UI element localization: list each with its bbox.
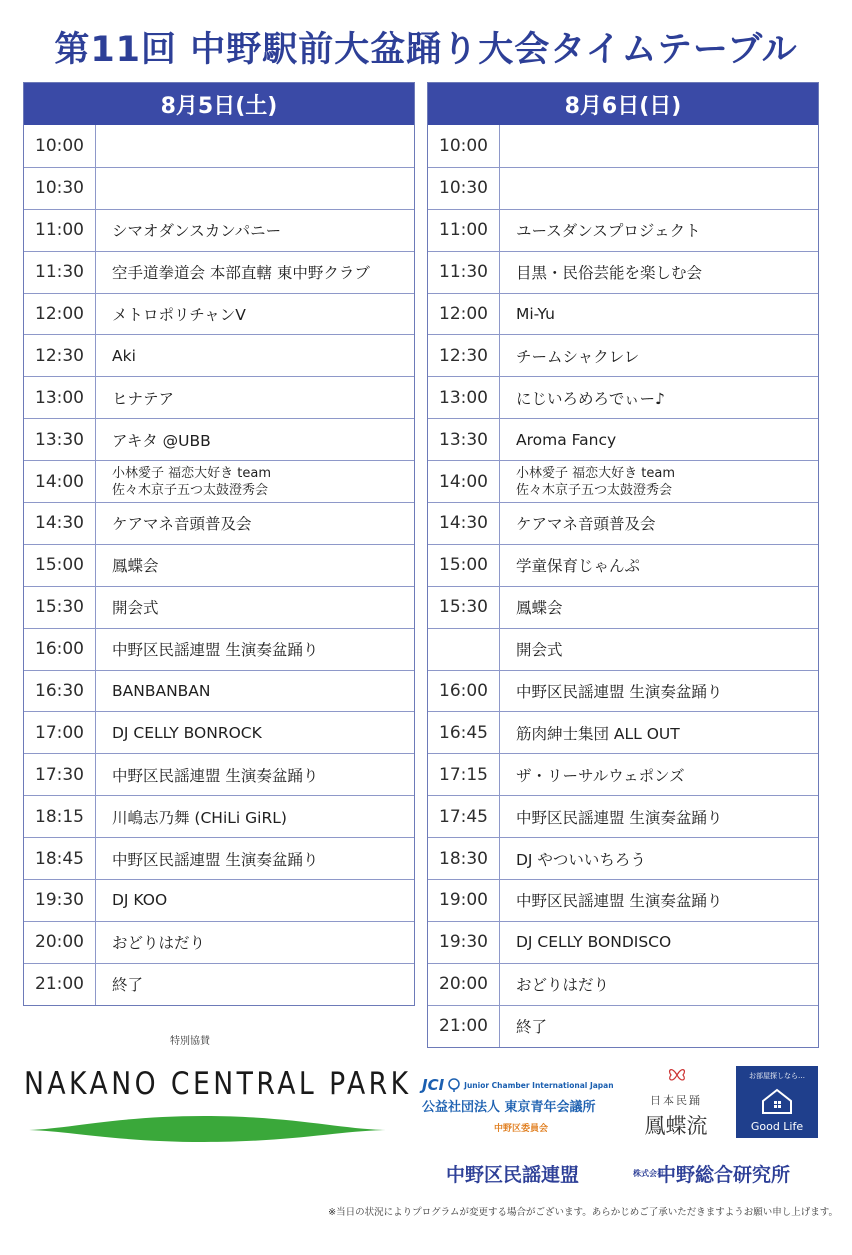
jci-japanese-name: 公益社団法人 東京青年会議所	[422, 1100, 596, 1115]
performer-cell: Aroma Fancy	[516, 430, 617, 449]
time-cell: 21:00	[24, 964, 96, 1005]
time-cell	[428, 629, 500, 670]
table-row	[428, 837, 818, 879]
table-row	[24, 795, 414, 837]
performer-cell: ヒナテア	[112, 389, 175, 408]
time-cell: 17:15	[428, 754, 500, 795]
performer-cell: メトロポリチャンV	[112, 306, 246, 324]
table-row	[24, 418, 414, 460]
time-cell: 14:00	[428, 461, 500, 502]
time-cell: 18:45	[24, 838, 96, 879]
table-row	[428, 334, 818, 376]
jci-english-name: Junior Chamber International Japan	[464, 1080, 614, 1090]
performer-cell: ケアマネ音頭普及会	[112, 515, 252, 534]
time-cell: 16:00	[24, 629, 96, 670]
special-sponsor-label: 特別協賛	[170, 1036, 210, 1047]
performer-cell: DJ KOO	[112, 891, 168, 910]
table-row	[24, 125, 414, 167]
table-row	[428, 711, 818, 753]
good-life-tagline: お部屋探しなら…	[749, 1072, 805, 1080]
time-cell: 11:30	[428, 252, 500, 293]
performer-line: 小林愛子 福恋大好き team	[516, 465, 675, 481]
performer-cell: 鳳蝶会	[112, 557, 159, 576]
time-cell: 10:30	[24, 168, 96, 209]
company-name: 中野総合研究所	[657, 1164, 791, 1186]
time-cell: 10:30	[428, 168, 500, 209]
performer-cell: 中野区民謡連盟 生演奏盆踊り	[516, 683, 723, 702]
time-cell: 17:45	[428, 796, 500, 837]
table-row	[24, 502, 414, 544]
table-row	[428, 502, 818, 544]
performer-cell: ケアマネ音頭普及会	[516, 515, 656, 534]
performer-cell: 学童保育じゃんぷ	[516, 557, 641, 576]
nakano-minyo-renmei-logo: 中野区民謡連盟	[446, 1164, 580, 1186]
performer-cell	[500, 461, 818, 502]
table-row	[24, 293, 414, 335]
time-cell: 14:30	[428, 503, 500, 544]
table-row	[24, 209, 414, 251]
performer-cell: おどりはだり	[516, 976, 610, 995]
table-row	[24, 334, 414, 376]
table-row	[24, 544, 414, 586]
performer-cell	[96, 168, 414, 209]
table-row	[24, 376, 414, 418]
table-row	[428, 628, 818, 670]
performer-cell: シマオダンスカンパニー	[112, 222, 282, 241]
performer-cell	[500, 168, 818, 209]
performer-cell: 鳳蝶会	[516, 599, 563, 618]
time-cell: 15:00	[24, 545, 96, 586]
nakano-central-park-logo	[24, 1066, 412, 1146]
houchou-ryu-logo	[630, 1064, 722, 1144]
table-row	[24, 753, 414, 795]
jci-mark: JCI	[422, 1076, 445, 1094]
house-icon	[760, 1088, 794, 1114]
table-row	[24, 670, 414, 712]
performer-cell: 中野区民謡連盟 生演奏盆踊り	[112, 850, 319, 869]
performer-cell: チームシャクレレ	[516, 347, 640, 366]
time-cell: 15:00	[428, 545, 500, 586]
performer-cell: 終了	[112, 976, 144, 995]
jci-committee: 中野区委員会	[493, 1124, 548, 1134]
table-row	[24, 251, 414, 293]
time-cell: 14:00	[24, 461, 96, 502]
timetable-day-2	[427, 82, 819, 1048]
table-row	[428, 963, 818, 1005]
table-row	[428, 921, 818, 963]
performer-cell: 空手道拳道会 本部直轄 東中野クラブ	[112, 264, 370, 283]
good-life-logo	[736, 1066, 818, 1138]
table-row	[24, 586, 414, 628]
performer-cell: 中野区民謡連盟 生演奏盆踊り	[112, 766, 319, 785]
time-cell: 19:30	[24, 880, 96, 921]
time-cell: 16:45	[428, 712, 500, 753]
time-cell: 11:30	[24, 252, 96, 293]
jci-tokyo-logo	[422, 1076, 620, 1134]
nakano-sogo-kenkyusho-logo	[633, 1160, 790, 1187]
time-cell: 19:00	[428, 880, 500, 921]
table-row	[24, 879, 414, 921]
time-cell: 11:00	[24, 210, 96, 251]
performer-cell: DJ やついいちろう	[516, 850, 646, 869]
houchou-subtitle: 日本民踊	[650, 1094, 702, 1107]
table-row	[24, 460, 414, 502]
performer-cell	[500, 125, 818, 167]
performer-cell	[96, 461, 414, 502]
time-cell: 12:30	[24, 335, 96, 376]
performer-cell: 開会式	[516, 641, 563, 660]
performer-cell: ユースダンスプロジェクト	[516, 222, 701, 241]
performer-cell: BANBANBAN	[112, 682, 211, 701]
table-row	[24, 837, 414, 879]
time-cell: 13:00	[24, 377, 96, 418]
time-cell: 10:00	[428, 125, 500, 167]
table-row	[428, 544, 818, 586]
time-cell: 12:00	[428, 294, 500, 335]
time-cell: 15:30	[24, 587, 96, 628]
table-row	[428, 670, 818, 712]
performer-cell: 川嶋志乃舞 (CHiLi GiRL)	[112, 808, 287, 827]
table-row	[24, 921, 414, 963]
company-prefix: 株式会社	[633, 1169, 665, 1178]
table-row	[428, 879, 818, 921]
page-title: 第11回 中野駅前大盆踊り大会タイムテーブル	[54, 30, 798, 70]
time-cell: 14:30	[24, 503, 96, 544]
table-row	[428, 251, 818, 293]
time-cell: 18:30	[428, 838, 500, 879]
performer-cell: ザ・リーサルウェポンズ	[516, 766, 685, 785]
time-cell: 13:00	[428, 377, 500, 418]
time-cell: 18:15	[24, 796, 96, 837]
time-cell: 16:30	[24, 671, 96, 712]
table-row	[428, 418, 818, 460]
performer-cell: 開会式	[112, 599, 159, 618]
performer-cell: 中野区民謡連盟 生演奏盆踊り	[516, 892, 723, 911]
table-row	[428, 1005, 818, 1047]
time-cell: 20:00	[24, 922, 96, 963]
day-header: 8月5日(土)	[24, 83, 414, 125]
performer-cell: 終了	[516, 1018, 548, 1037]
table-row	[428, 125, 818, 167]
performer-line: 佐々木京子五つ太鼓澄秀会	[112, 482, 269, 498]
table-row	[428, 209, 818, 251]
performer-cell: 中野区民謡連盟 生演奏盆踊り	[112, 641, 319, 660]
performer-line: 佐々木京子五つ太鼓澄秀会	[516, 482, 673, 498]
timetable-day-1	[23, 82, 415, 1006]
footnote: ※当日の状況によりプログラムが変更する場合がございます。あらかじめご了承いただきますようお願い申し上げます。	[328, 1207, 838, 1218]
performer-cell	[96, 125, 414, 167]
table-row	[428, 795, 818, 837]
performer-cell: DJ CELLY BONDISCO	[516, 933, 672, 952]
table-row	[428, 460, 818, 502]
time-cell: 21:00	[428, 1006, 500, 1047]
table-row	[24, 711, 414, 753]
day-header: 8月6日(日)	[428, 83, 818, 125]
time-cell: 17:00	[24, 712, 96, 753]
performer-cell: にじいろめろでぃー♪	[516, 389, 665, 408]
good-life-name: Good Life	[750, 1120, 804, 1133]
timetable-rows	[428, 125, 818, 1047]
time-cell: 13:30	[428, 419, 500, 460]
butterfly-crest-icon	[666, 1064, 688, 1086]
performer-cell: 目黒・民俗芸能を楽しむ会	[516, 264, 703, 283]
time-cell: 12:00	[24, 294, 96, 335]
green-leaf-wave-icon	[24, 1112, 390, 1144]
time-cell: 17:30	[24, 754, 96, 795]
performer-cell: Aki	[112, 346, 136, 365]
time-cell: 15:30	[428, 587, 500, 628]
table-row	[428, 167, 818, 209]
table-row	[428, 586, 818, 628]
time-cell: 12:30	[428, 335, 500, 376]
table-row	[24, 963, 414, 1005]
table-row	[428, 753, 818, 795]
time-cell: 10:00	[24, 125, 96, 167]
houchou-name: 鳳蝶流	[644, 1114, 708, 1138]
performer-cell: アキタ @UBB	[112, 431, 211, 450]
time-cell: 16:00	[428, 671, 500, 712]
time-cell: 11:00	[428, 210, 500, 251]
performer-line: 小林愛子 福恋大好き team	[112, 465, 271, 481]
performer-cell: DJ CELLY BONROCK	[112, 723, 262, 742]
nakano-central-park-wordmark: NAKANO CENTRAL PARK	[24, 1066, 412, 1102]
performer-cell: Mi-Yu	[516, 305, 555, 323]
table-row	[24, 628, 414, 670]
performer-cell: 中野区民謡連盟 生演奏盆踊り	[516, 808, 723, 827]
jci-globe-icon	[448, 1078, 460, 1092]
time-cell: 13:30	[24, 419, 96, 460]
table-row	[428, 293, 818, 335]
time-cell: 19:30	[428, 922, 500, 963]
table-row	[24, 167, 414, 209]
timetable-rows	[24, 125, 414, 1005]
table-row	[428, 376, 818, 418]
performer-cell: 筋肉紳士集団 ALL OUT	[516, 724, 680, 743]
time-cell: 20:00	[428, 964, 500, 1005]
performer-cell: おどりはだり	[112, 934, 206, 953]
